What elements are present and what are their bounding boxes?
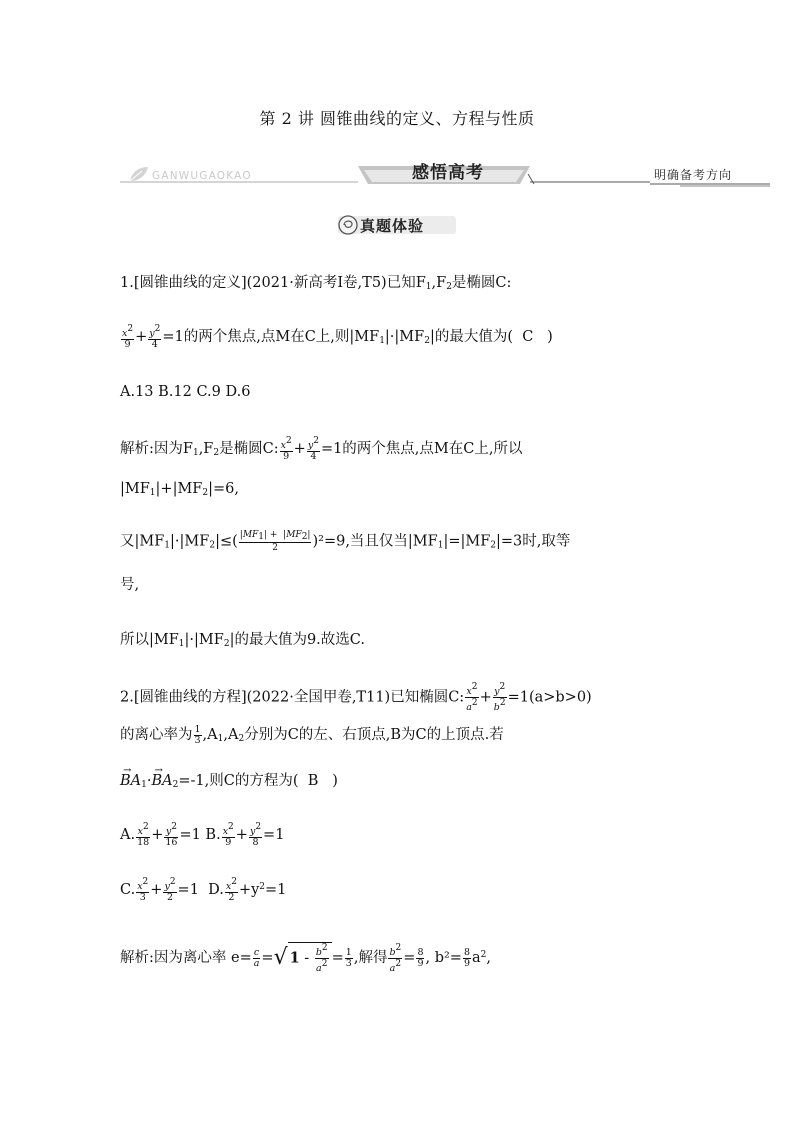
banner-title: 感悟高考: [412, 163, 484, 183]
q2-option-a-label: A.: [120, 827, 136, 843]
q2-stem-text: 2.[圆锥曲线的方程](2022·全国甲卷,T11)已知椭圆C:: [120, 689, 465, 706]
section-title: 真题体验: [360, 217, 425, 235]
q1-sol-text3: =1的两个焦点,点M在C上,所以: [320, 441, 523, 457]
q1-sol-text6: )²=9,当且仅当|MF: [312, 533, 438, 550]
q2-stem-text3: 分别为C的左、右顶点,B为C的上顶点.若: [244, 727, 504, 743]
q2-stem-line2: 的离心率为 $\frac{1}{3}$ $,A_1,A_2$分别为C的左、右顶点,B为C的上顶点.若: [120, 723, 504, 746]
q2-option-b-label: B.: [205, 827, 221, 843]
q1-options: A.13 B.12 C.9 D.6: [120, 384, 251, 400]
q2-solution-line1: 解析:因为离心率 e= $\frac{c}{a}$ =√ 1 - $\frac{b^2}{a^2}$ = $\frac{1}{3}$ ,解得 $\frac{b^2}{a^2}$ = $\frac{8}{9}$ , b²= $\frac{8}{9}$ $a^2$,: [120, 942, 491, 974]
banner-subtitle: 明确备考方向: [654, 168, 733, 182]
lecture-title: 第 2 讲 圆锥曲线的定义、方程与性质: [259, 109, 535, 128]
q2-option-d-label: D.: [208, 882, 224, 898]
q1-sol-text2: 是椭圆C:: [219, 441, 279, 457]
q2-option-c-label: C.: [120, 882, 136, 898]
q1-sol-text8: 所以|MF: [120, 632, 179, 648]
q2-stem-line3: → $BA_1\cdot\to BA_2=-1$,则C的方程为( B ): [120, 770, 338, 796]
q1-solution-line3: 又$|MF_1|\cdot|MF_2|\le$( $\frac{|MF_1| + |MF_2|}{2}$ )²=9,当且仅当$|MF_1|=|MF_2|=3$时,取等: [120, 530, 571, 553]
q1-solution-line5: 所以$|MF_1|\cdot|MF_2|$的最大值为9.故选C.: [120, 632, 365, 649]
q1-sol-text7: |=3时,取等: [496, 533, 571, 550]
leaf-icon: [128, 165, 150, 183]
q2-options-cd: C. $\frac{x^2}{3}$ + $\frac{y^2}{2}$ =1 D. $\frac{x^2}{2}$ $+y^2=1$: [120, 877, 287, 903]
q1-stem-line1: 1.[圆锥曲线的定义](2021·新高考Ⅰ卷,T5)已知$F_1,F_2$是椭圆C:: [120, 275, 512, 292]
q2-sol-text: 解析:因为离心率 e=: [120, 950, 252, 966]
q1-stem-text3: |的最大值为(: [429, 329, 513, 345]
q1-sol-text4: |=6,: [208, 481, 239, 497]
q2-options-ab: A. $\frac{x^2}{18}$ + $\frac{y^2}{16}$ =1 B. $\frac{x^2}{9}$ + $\frac{y^2}{8}$ =1: [120, 822, 285, 848]
q1-stem-text2: =1的两个焦点,点M在C上,则|MF: [162, 329, 380, 345]
q2-stem-line1: 2.[圆锥曲线的方程](2022·全国甲卷,T11)已知椭圆C: $\frac{x^2}{a^2}$ + $\frac{y^2}{b^2}$ =1(a>b>0): [120, 682, 592, 713]
q2-answer: B: [307, 773, 319, 789]
q2-stem-text2: 的离心率为: [120, 727, 193, 743]
q2-stem-cond: =1(a>b>0): [507, 689, 592, 706]
q2-sol-text3: b²=: [434, 950, 462, 966]
q1-solution-line4: 号,: [120, 577, 140, 593]
q1-sol-text5: 又|MF: [120, 533, 165, 550]
q1-answer: C: [522, 329, 534, 345]
q1-sol-text9: |的最大值为9.故选C.: [229, 632, 365, 648]
q2-sol-text2: 解得: [358, 950, 388, 966]
q1-stem-text: 1.[圆锥曲线的定义](2021·新高考Ⅰ卷,T5)已知F: [120, 275, 426, 291]
q1-stem-line2: $\frac{x^2}{9}$ + $\frac{y^2}{4}$ =1的两个焦点,点M在C上,则$|MF_1|\cdot|MF_2|$的最大值为( C ): [122, 324, 553, 350]
brand-text: GANWUGAOKAO: [152, 170, 252, 182]
q1-solution-line1: 解析:因为$F_1,F_2$是椭圆C: $\frac{x^2}{9}$ + $\frac{y^2}{4}$ =1的两个焦点,点M在C上,所以: [120, 436, 523, 462]
q1-sol-text: 解析:因为F: [120, 441, 193, 457]
q2-stem-text4: =-1,则C的方程为(: [178, 773, 299, 789]
q1-solution-line2: $|MF_1|+|MF_2|=6$,: [120, 481, 239, 498]
